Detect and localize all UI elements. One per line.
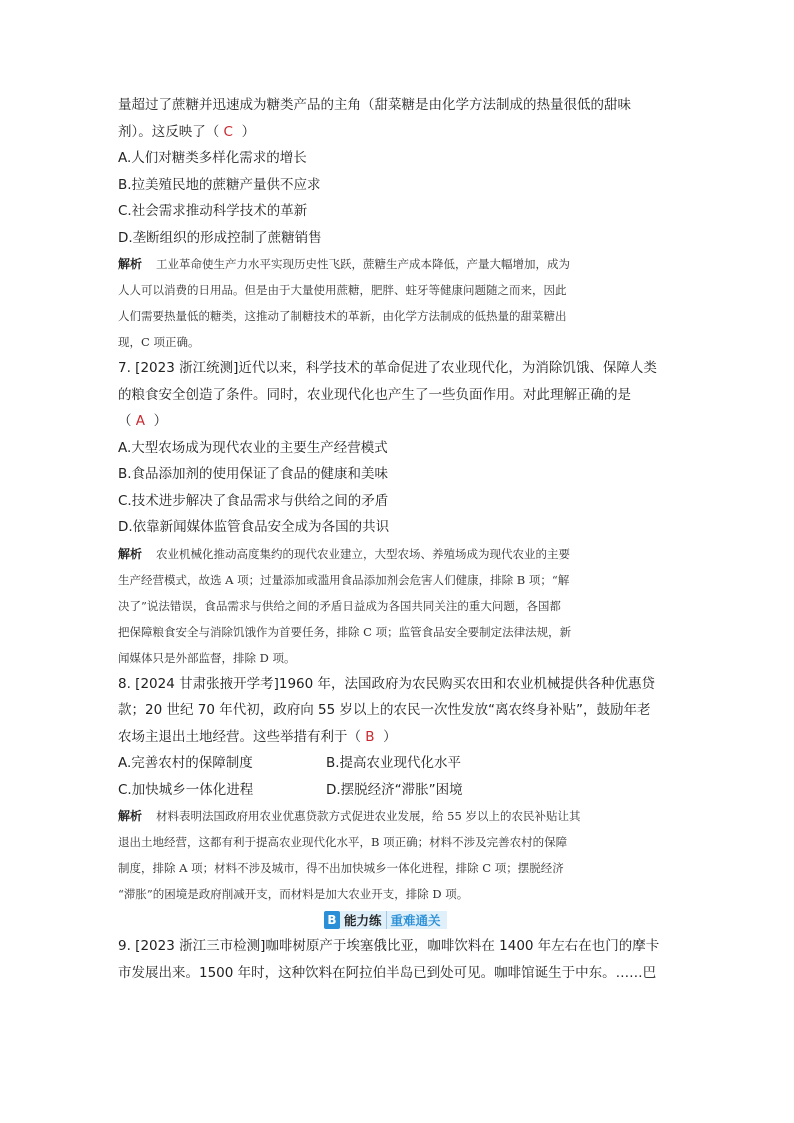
q8-exp-line-3: 制度，排除 A 项；材料不涉及城市，得不出加快城乡一体化进程，排除 C 项；摆脱经济 [118,861,564,875]
q6-exp-line-3: 人们需要热量低的糖类，这推动了制糖技术的革新，由化学方法制成的低热量的甜菜糖出 [118,309,567,323]
q8-exp-line-1: 材料表明法国政府用农业优惠贷款方式促进农业发展，给 55 岁以上的农民补贴让其 [156,809,581,823]
q7-option-c: C.技术进步解决了食品需求与供给之间的矛盾 [118,492,389,509]
q6-exp-line-1: 工业革命使生产力水平实现历史性飞跃，蔗糖生产成本降低，产量大幅增加，成为 [156,257,571,271]
q7-explanation [118,541,678,671]
q7-open-paren: （ [118,413,132,429]
q6-stem-text: 剂）。这反映了（ [118,123,220,140]
q6-exp-line-2: 人人可以消费的日用品。但是由于大量使用蔗糖，肥胖、蛀牙等健康问题随之而来，因此 [118,283,567,297]
q7-exp-line-2: 生产经营模式，故选 A 项；过量添加或滥用食品添加剂会危害人们健康，排除 B 项；“解 [118,572,570,587]
q7-stem-line-1: 7. [2023 浙江统测]近代以来，科学技术的革命促进了农业现代化，为消除饥饿、保障人类 [118,360,657,376]
q8-option-a: A.完善农村的保障制度 [118,755,253,771]
q7-exp-line-1: 农业机械化推动高度集约的现代农业建立，大型农场、养殖场成为现代农业的主要 [156,546,571,561]
section-badge: B [324,911,340,929]
q6-option-d: D.垄断组织的形成控制了蔗糖销售 [118,229,322,246]
section-subtitle: 重难通关 [386,911,447,929]
q7-close-paren: ） [153,413,168,429]
q7-option-a: A.大型农场成为现代农业的主要生产经营模式 [118,439,388,456]
q8-stem-line-3 [118,724,678,751]
q7-exp-line-5: 闻媒体只是外部监督，排除 D 项。 [118,650,296,665]
q6-answer: C [223,123,233,140]
q6-stem-line-1: 量超过了蔗糖并迅速成为糖类产品的主角（甜菜糖是由化学方法制成的热量很低的甜味 [118,97,631,113]
q7-answer-line [118,408,678,435]
q8-stem-text: 农场主退出土地经营。这些举措有利于（ [118,728,361,745]
content [118,92,678,986]
q8-option-c: C.加快城乡一体化进程 [118,781,254,798]
q6-explanation-label: 解析 [118,257,143,271]
q6-explanation [118,251,678,355]
q6-exp-line-4: 现，C 项正确。 [118,335,200,349]
q8-option-d: D.摆脱经济“滞胀”困境 [326,781,463,798]
q6-close-paren: ） [241,123,256,140]
q8-option-b: B.提高农业现代化水平 [326,755,462,771]
q6-stem-line-2 [118,119,678,146]
q7-exp-line-4: 把保障粮食安全与消除饥饿作为首要任务，排除 C 项；监管食品安全要制定法律法规，新 [118,624,572,639]
q9-stem-line-1: 9. [2023 浙江三市检测]咖啡树原产于埃塞俄比亚，咖啡饮料在 1400 年左右在也门的摩卡 [118,938,660,954]
q8-close-paren: ） [383,728,397,745]
q6-option-a: A.人们对糖类多样化需求的增长 [118,150,307,166]
q9-stem-line-2: 市发展出来。1500 年时，这种饮料在阿拉伯半岛已到处可见。咖啡馆诞生于中东。……巴 [118,964,657,981]
q8-exp-line-4: “滞胀”的困境是政府削减开支，而材料是加大农业开支，排除 D 项。 [118,887,469,901]
q7-answer: A [135,413,146,429]
q7-exp-line-3: 决了”说法错误，食品需求与供给之间的矛盾日益成为各国共同关注的重大问题，各国都 [118,598,561,613]
q8-explanation [118,803,678,907]
q7-stem-line-2: 的粮食安全创造了条件。同时，农业现代化也产生了一些负面作用。对此理解正确的是 [118,386,631,403]
q8-answer: B [365,728,375,745]
q8-stem-line-1: 8. [2024 甘肃张掖开学考]1960 年，法国政府为农民购买农田和农业机械提供各种优惠贷 [118,675,655,692]
q7-option-b: B.食品添加剂的使用保证了食品的健康和美味 [118,466,389,482]
q8-options-row-2 [118,777,678,804]
q6-option-c: C.社会需求推动科学技术的革新 [118,203,308,219]
q7-option-d: D.依靠新闻媒体监管食品安全成为各国的共识 [118,519,390,535]
section-header [324,909,447,931]
q8-options-row-1 [118,750,678,777]
q6-option-b: B.拉美殖民地的蔗糖产量供不应求 [118,176,321,193]
q8-exp-line-2: 退出土地经营，这都有利于提高农业现代化水平，B 项正确；材料不涉及完善农村的保障 [118,835,568,849]
section-title: 能力练 [340,911,386,929]
q8-stem-line-2: 款；20 世纪 70 年代初，政府向 55 岁以上的农民一次性发放“离农终身补贴”，鼓励年老 [118,702,651,718]
q8-explanation-label: 解析 [118,809,143,823]
q7-explanation-label: 解析 [118,546,143,561]
